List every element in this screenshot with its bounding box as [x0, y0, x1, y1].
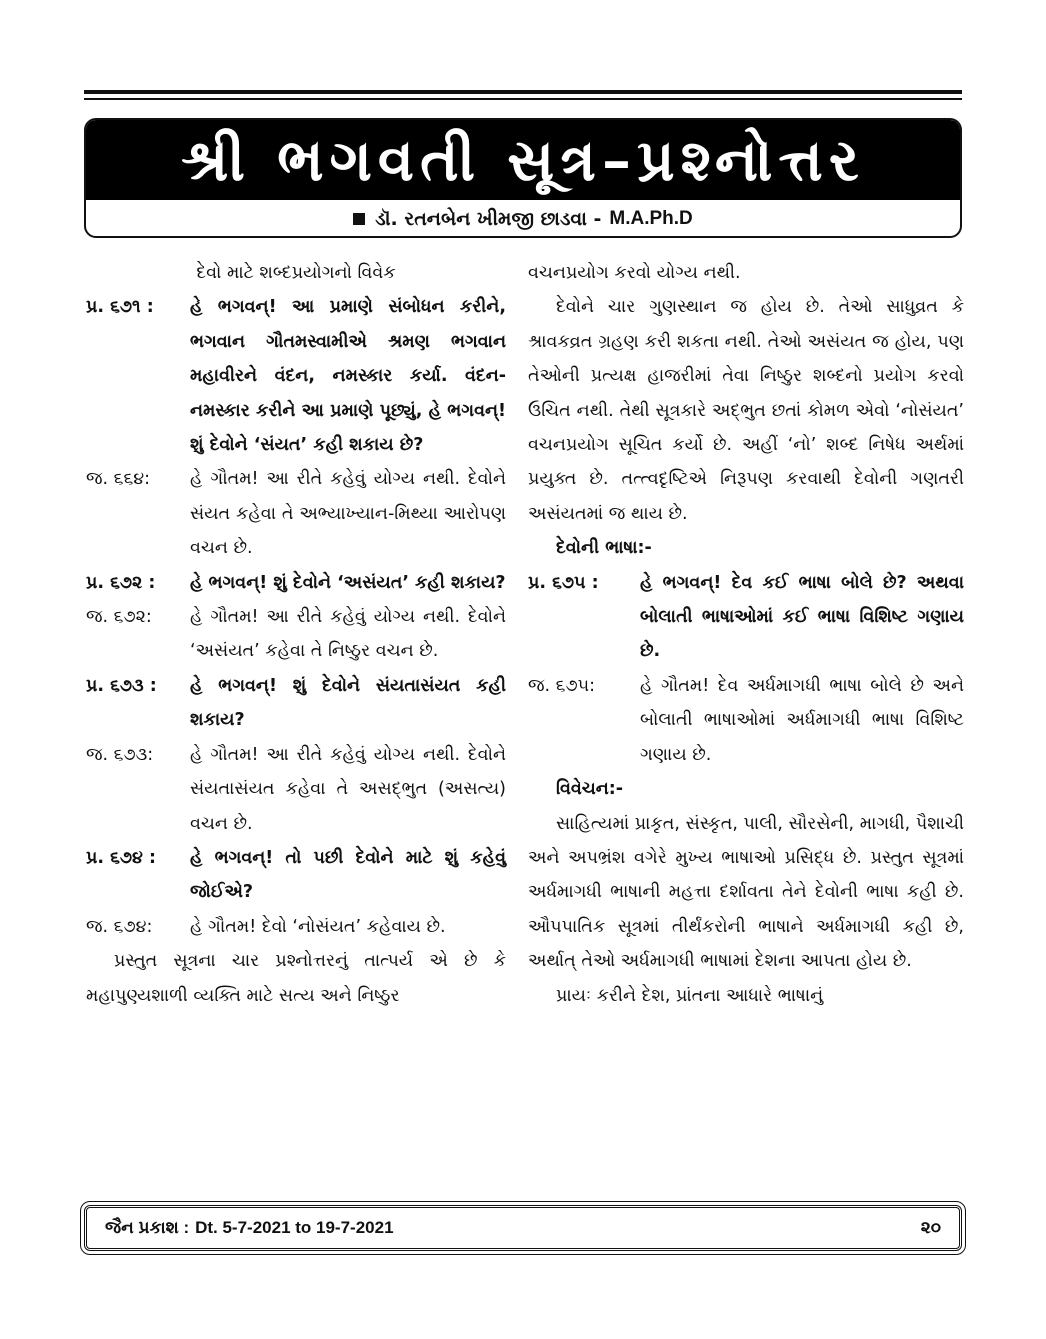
paragraph: સાહિત્યમાં પ્રાકૃત, સંસ્કૃત, પાલી, સૌરસેની, માગધી, પૈશાચી અને અપભ્રંશ વગેરે મુખ્ય ભાષાઓ પ્રસિદ્ધ છે. પ્રસ્તુત સૂત્રમાં અર્ધમાગધી ભાષાની મહત્તા દર્શાવતા તેને દેવોની ભાષા કહી છે. ઔપપાતિક સૂત્રમાં તીર્થંકરોની ભાષાને અર્ધમાગધી કહી છે, અર્થાત્ તેઓ અર્ધમાગધી ભાષામાં દેશના આપતા હોય છે.	[528, 813, 964, 972]
answer-text: હે ગૌતમ! આ રીતે કહેવું યોગ્ય નથી. દેવોને સંયતાસંયત કહેવા તે અસદ્ભુત (અસત્ય) વચન છે.	[190, 744, 506, 834]
answer-text: હે ગૌતમ! દેવો ‘નોસંયત’ કહેવાય છે.	[190, 916, 446, 937]
top-rule-thin	[84, 98, 962, 100]
question-672	[86, 566, 506, 600]
title-box	[84, 118, 962, 238]
answer-675	[528, 669, 964, 772]
answer-label: જ. ૬૭૪:	[86, 916, 153, 937]
question-label: પ્ર. ૬૭૨ :	[86, 572, 156, 593]
footer	[84, 1205, 962, 1251]
question-673	[86, 669, 506, 738]
publication-name: જૈન પ્રકાશ :	[105, 1218, 190, 1237]
top-rule	[84, 90, 962, 94]
answer-672	[86, 600, 506, 669]
paragraph: પ્રસ્તુત સૂત્રના ચાર પ્રશ્નોત્તરનું તાત્પર્ય એ છે કે મહાપુણ્યશાળી વ્યક્તિ માટે સત્ય અને નિષ્ઠુર	[86, 951, 506, 1006]
subheading: દેવોની ભાષા:-	[556, 538, 652, 559]
paragraph: પ્રાયઃ કરીને દેશ, પ્રાંતના આધારે ભાષાનું	[556, 985, 824, 1006]
question-671	[86, 290, 506, 462]
page-title: શ્રી ભગવતી સૂત્ર–પ્રશ્નોત્તર	[86, 120, 960, 200]
author-name: ડૉ. રતનબેન ખીમજી છાડવા -	[375, 208, 602, 230]
question-text: હે ભગવન્! શું દેવોને ‘અસંયત’ કહી શકાય?	[190, 572, 506, 593]
question-674	[86, 841, 506, 910]
paragraph: દેવોને ચાર ગુણસ્થાન જ હોય છે. તેઓ સાધુવ્રત કે શ્રાવકવ્રત ગ્રહણ કરી શકતા નથી. તેઓ અસંયત જ હોય, પણ તેઓની પ્રત્યક્ષ હાજરીમાં તેવા નિષ્ઠુર શબ્દનો પ્રયોગ કરવો ઉચિત નથી. તેથી સૂત્રકારે અદ્ભુત છતાં કોમળ એવો ‘નોસંયત’ વચનપ્રયોગ સૂચિત કર્યો છે. અહીં ‘નો’ શબ્દ નિષેધ અર્થમાં પ્રયુક્ત છે. તત્ત્વદૃષ્ટિએ નિરૂપણ કરવાથી દેવોની ગણતરી અસંયતમાં જ થાય છે.	[528, 297, 964, 524]
footer-publication	[105, 1218, 394, 1238]
answer-label: જ. ૬૭૩:	[86, 744, 154, 765]
question-text: હે ભગવન્! તો પછી દેવોને માટે શું કહેવું જોઈએ?	[190, 847, 506, 903]
question-label: પ્ર. ૬૭૧ :	[86, 297, 154, 318]
question-label: પ્ર. ૬૭૫ :	[528, 572, 599, 593]
question-text: હે ભગવન્! આ પ્રમાણે સંબોધન કરીને, ભગવાન ગૌતમસ્વામીએ શ્રમણ ભગવાન મહાવીરને વંદન, નમસ્કાર કર્યા. વંદન-નમસ્કાર કરીને આ પ્રમાણે પૂછ્યું, હે ભગવન્! શું દેવોને ‘સંયત’ કહી શકાય છે?	[190, 297, 506, 456]
answer-text: હે ગૌતમ! આ રીતે કહેવું યોગ્ય નથી. દેવોને ‘અસંયત’ કહેવા તે નિષ્ઠુર વચન છે.	[190, 607, 506, 662]
answer-674	[86, 910, 506, 944]
answer-text: હે ગૌતમ! દેવ અર્ધમાગધી ભાષા બોલે છે અને બોલાતી ભાષાઓમાં અર્ધમાગધી ભાષા વિશિષ્ટ ગણાય છે.	[640, 675, 964, 765]
answer-673	[86, 738, 506, 841]
answer-label: જ. ૬૭૨:	[86, 607, 152, 628]
publication-date: Dt. 5-7-2021 to 19-7-2021	[195, 1218, 394, 1237]
answer-label: જ. ૬૭૫:	[528, 675, 596, 696]
square-bullet-icon	[353, 213, 365, 225]
paragraph-continuation: વચનપ્રયોગ કરવો યોગ્ય નથી.	[528, 263, 741, 283]
question-label: પ્ર. ૬૭૪ :	[86, 847, 157, 868]
answer-text: હે ગૌતમ! આ રીતે કહેવું યોગ્ય નથી. દેવોને સંયત કહેવા તે અભ્યાખ્યાન-મિથ્યા આરોપણ વચન છે.	[190, 469, 506, 559]
question-text: હે ભગવન્! દેવ કઈ ભાષા બોલે છે? અથવા બોલાતી ભાષાઓમાં કઈ ભાષા વિશિષ્ટ ગણાય છે.	[640, 572, 964, 662]
subheading: વિવેચન:-	[556, 779, 624, 800]
author-line	[86, 202, 960, 236]
section-heading: દેવો માટે શબ્દપ્રયોગનો વિવેક	[196, 263, 396, 283]
page-number: ૨૦	[920, 1218, 941, 1238]
question-675	[528, 566, 964, 669]
answer-664	[86, 462, 506, 565]
left-column	[86, 256, 506, 1013]
author-degree: M.A.Ph.D	[609, 208, 693, 229]
right-column	[528, 256, 964, 1013]
question-label: પ્ર. ૬૭૩ :	[86, 675, 157, 696]
answer-label: જ. ૬૬૪:	[86, 469, 151, 490]
question-text: હે ભગવન્! શું દેવોને સંયતાસંયત કહી શકાય?	[190, 675, 506, 731]
